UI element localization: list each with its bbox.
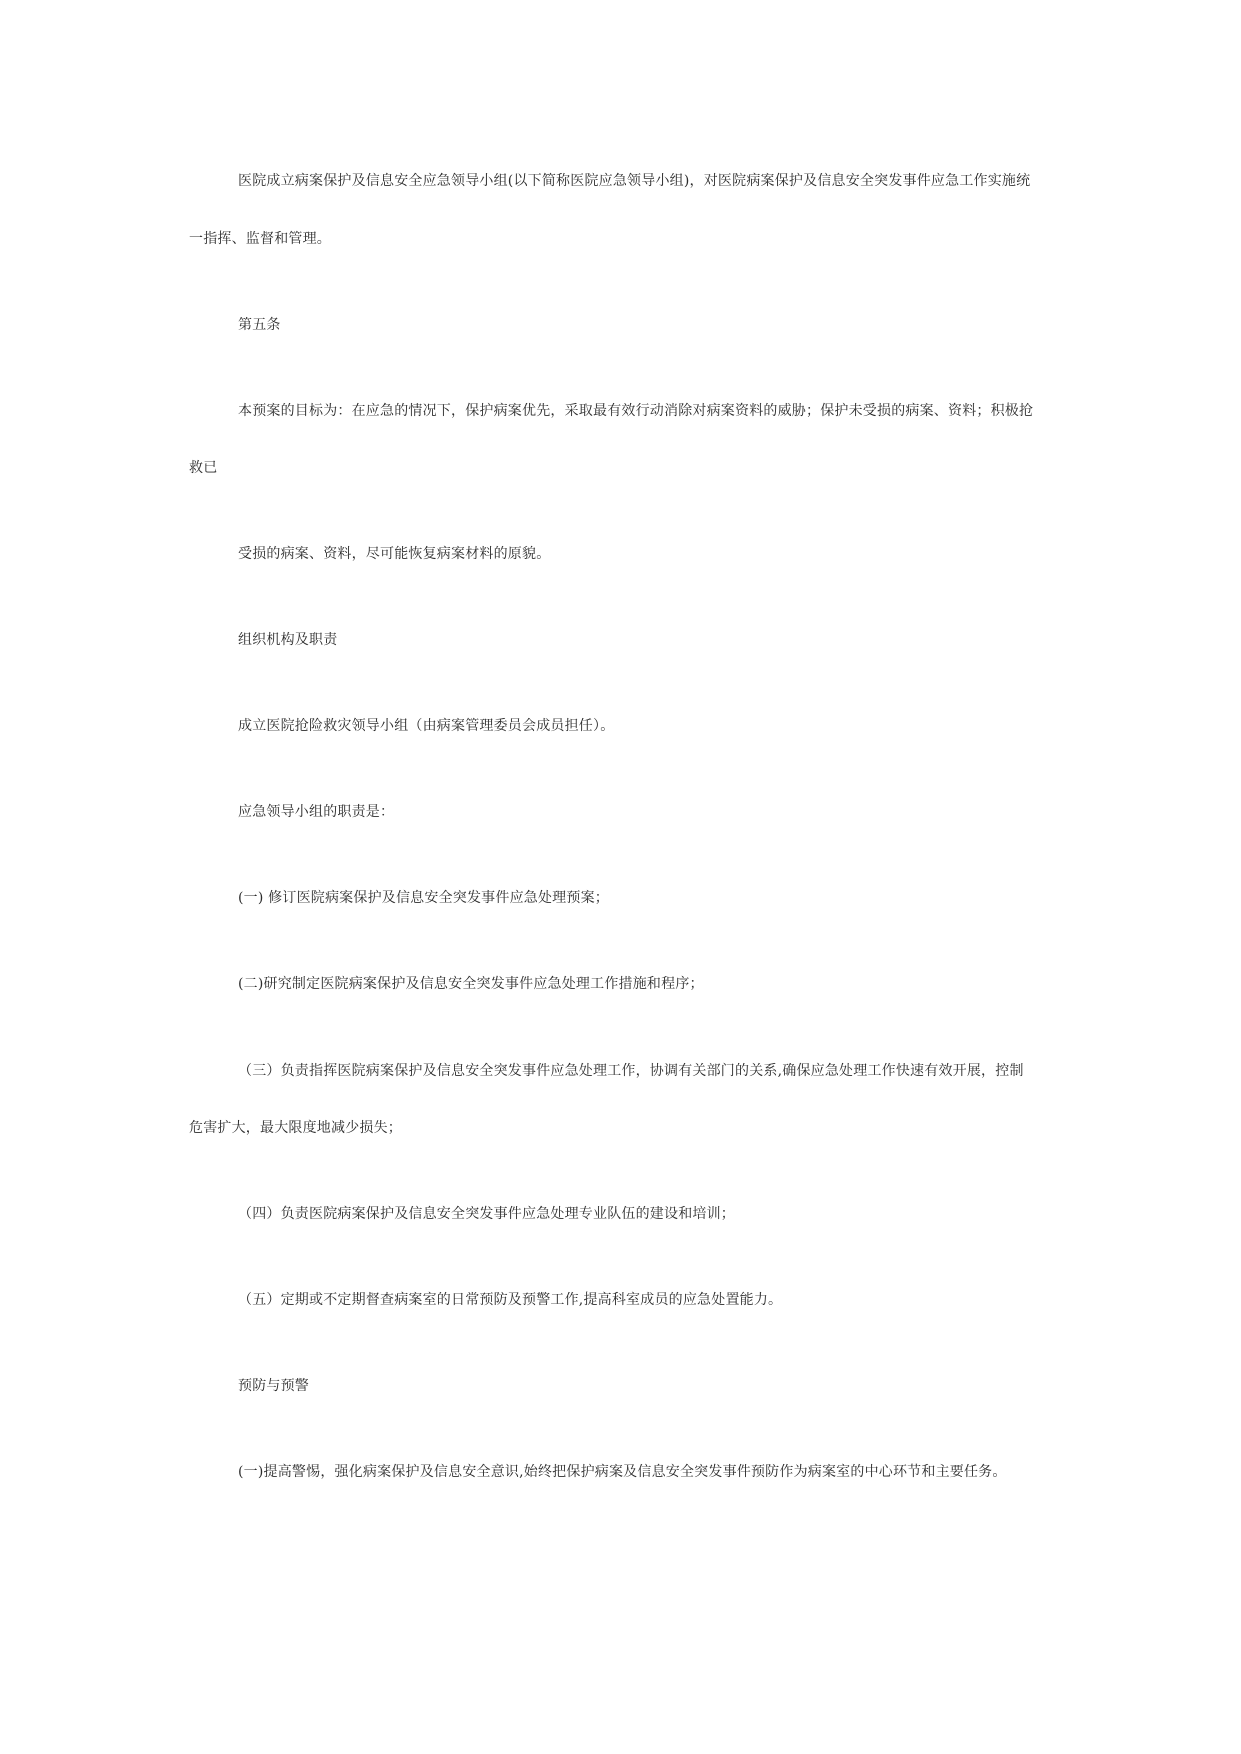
paragraph-objective-line-2: 救已 bbox=[189, 460, 218, 476]
section-heading-prevention: 预防与预警 bbox=[238, 1378, 309, 1394]
section-heading-organization: 组织机构及职责 bbox=[238, 632, 338, 648]
duty-item-4: （四）负责医院病案保护及信息安全突发事件应急处理专业队伍的建设和培训； bbox=[238, 1206, 735, 1222]
article-heading: 第五条 bbox=[238, 317, 281, 333]
paragraph-rescue-group: 成立医院抢险救灾领导小组（由病案管理委员会成员担任）。 bbox=[238, 718, 615, 734]
paragraph-objective-line-1: 本预案的目标为：在应急的情况下，保护病案优先，采取最有效行动消除对病案资料的威胁；保护未受损的病案、资料；积极抢 bbox=[238, 403, 1034, 419]
duty-item-1: (一) 修订医院病案保护及信息安全突发事件应急处理预案； bbox=[238, 890, 609, 906]
duty-item-3-line-1: （三）负责指挥医院病案保护及信息安全突发事件应急处理工作，协调有关部门的关系,确保应急处理工作快速有效开展，控制 bbox=[238, 1063, 1024, 1079]
prevention-item-1: (一)提高警惕，强化病案保护及信息安全意识,始终把保护病案及信息安全突发事件预防作为病案室的中心环节和主要任务。 bbox=[238, 1464, 1007, 1480]
paragraph-leadership-group-line-1: 医院成立病案保护及信息安全应急领导小组(以下简称医院应急领导小组)，对医院病案保护及信息安全突发事件应急工作实施统 bbox=[238, 173, 1031, 189]
paragraph-leadership-group-line-2: 一指挥、监督和管理。 bbox=[189, 231, 331, 247]
duty-item-3-line-2: 危害扩大，最大限度地减少损失； bbox=[189, 1120, 402, 1136]
duty-item-2: (二)研究制定医院病案保护及信息安全突发事件应急处理工作措施和程序； bbox=[238, 976, 704, 992]
paragraph-objective-line-3: 受损的病案、资料，尽可能恢复病案材料的原貌。 bbox=[238, 546, 551, 562]
duty-item-5: （五）定期或不定期督查病案室的日常预防及预警工作,提高科室成员的应急处置能力。 bbox=[238, 1292, 783, 1308]
paragraph-duties-intro: 应急领导小组的职责是： bbox=[238, 804, 395, 820]
